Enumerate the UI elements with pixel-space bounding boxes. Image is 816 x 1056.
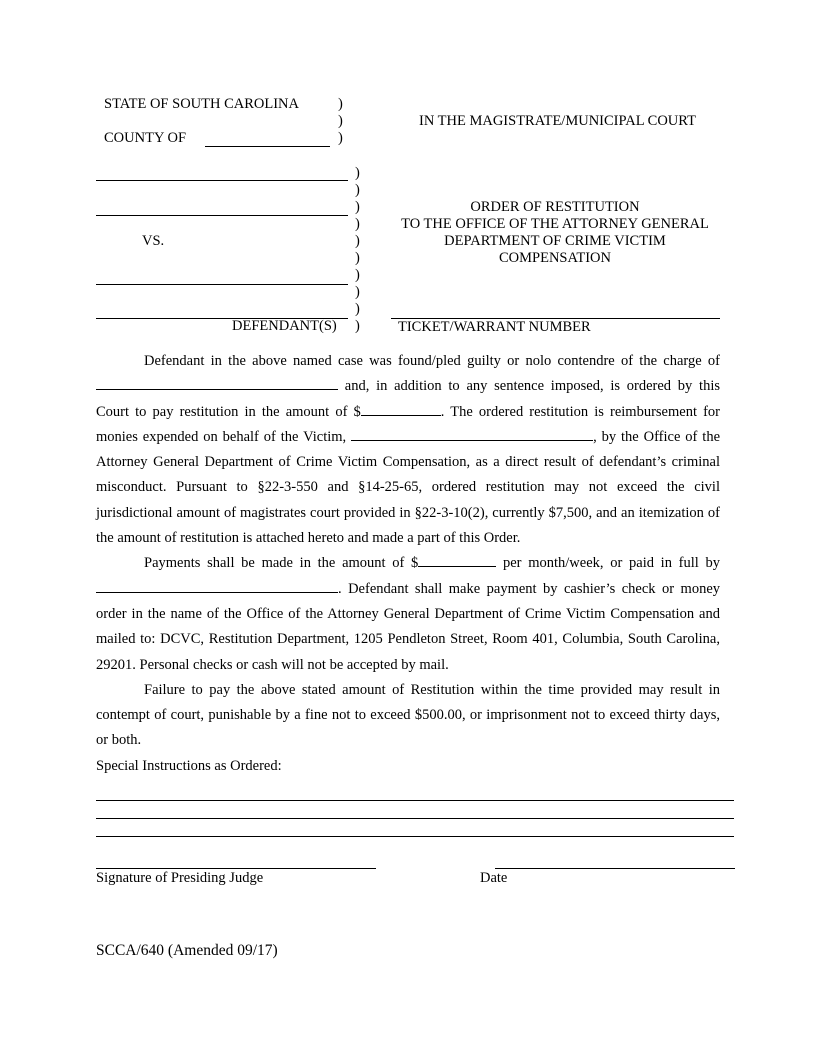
state-label: STATE OF SOUTH CAROLINA (104, 96, 299, 112)
order-title-line-2: TO THE OFFICE OF THE ATTORNEY GENERAL (401, 216, 709, 232)
judge-signature-line[interactable] (96, 868, 376, 869)
date-label: Date (480, 870, 508, 886)
caption-paren: ) (355, 216, 360, 232)
caption-paren: ) (338, 130, 343, 146)
order-body (96, 349, 720, 779)
caption-paren: ) (355, 284, 360, 300)
caption-paren: ) (338, 96, 343, 112)
date-line[interactable] (495, 868, 735, 869)
victim-name-input[interactable] (351, 428, 593, 441)
order-title-line-1: ORDER OF RESTITUTION (470, 199, 640, 215)
defendant-label: DEFENDANT(S) (232, 318, 337, 334)
paragraph-3: Failure to pay the above stated amount of Restitution within the time provided may result in contempt of court, punishable by a fine not to exceed $500.00, or imprisonment not to exceed thirty days, or both. (96, 681, 720, 749)
defendant-line-1[interactable] (96, 284, 348, 285)
caption-paren: ) (355, 165, 360, 181)
paragraph-2-text: . Defendant shall make payment by cashier’s check or money order in the name of the Office of the Attorney General Department of Crime Victim Compensation and mailed to: DCVC, Restitution Department, 1205 Pendleton Street, Room 401, Columbia, South Carolina, 29201. Personal checks or cash will not be accepted by mail. (96, 580, 720, 673)
caption-paren: ) (355, 233, 360, 249)
charge-input[interactable] (96, 377, 338, 390)
caption-paren: ) (355, 301, 360, 317)
paragraph-1-text: , by the Office of the Attorney General Department of Crime Victim Compensation, as a direct result of defendant’s criminal misconduct. Pursuant to §22-3-550 and §14-25-65, ordered restitution may not exceed the civil jurisdictional amount of magistrates court provided in §22-3-10(2), currently $7,500, and an itemization of the amount of restitution is attached hereto and made a part of this Order. (96, 428, 721, 547)
court-title: IN THE MAGISTRATE/MUNICIPAL COURT (419, 113, 696, 129)
paragraph-1-text: Defendant in the above named case was found/pled guilty or nolo contendre of the charge of (144, 353, 720, 369)
order-title-line-4: COMPENSATION (499, 250, 611, 266)
paragraph-2-text: per month/week, or paid in full by (496, 555, 720, 572)
payment-amount-input[interactable] (418, 554, 496, 567)
county-label: COUNTY OF (104, 130, 187, 146)
caption-paren: ) (355, 267, 360, 283)
paragraph-1 (96, 349, 720, 551)
special-instructions-line-2[interactable] (96, 818, 734, 819)
paragraph-1-text: and, in addition to any sentence imposed, is ordered by this Court to pay restitution in the amount of $ (96, 378, 721, 420)
caption-paren: ) (355, 199, 360, 215)
caption-paren: ) (355, 318, 360, 334)
caption-paren: ) (355, 250, 360, 266)
county-input[interactable] (205, 146, 330, 147)
caption-paren: ) (355, 182, 360, 198)
paragraph-2 (96, 551, 720, 677)
plaintiff-line-1[interactable] (96, 180, 348, 181)
restitution-amount-input[interactable] (361, 403, 441, 416)
special-instructions-line-3[interactable] (96, 836, 734, 837)
paragraph-2-text: Payments shall be made in the amount of $ (144, 555, 419, 572)
paragraph-1-text: . The ordered restitution is reimbursement for monies expended on behalf of the Victim, (96, 403, 720, 445)
vs-label: VS. (142, 233, 165, 249)
plaintiff-line-2[interactable] (96, 215, 348, 216)
special-instructions-label: Special Instructions as Ordered: (96, 757, 282, 774)
special-instructions-line-1[interactable] (96, 800, 734, 801)
form-id: SCCA/640 (Amended 09/17) (96, 942, 278, 959)
ticket-warrant-label: TICKET/WARRANT NUMBER (398, 319, 591, 335)
caption-paren: ) (338, 113, 343, 129)
paid-in-full-date-input[interactable] (96, 580, 338, 593)
signature-label: Signature of Presiding Judge (96, 870, 264, 886)
order-title-line-3: DEPARTMENT OF CRIME VICTIM (444, 233, 666, 249)
